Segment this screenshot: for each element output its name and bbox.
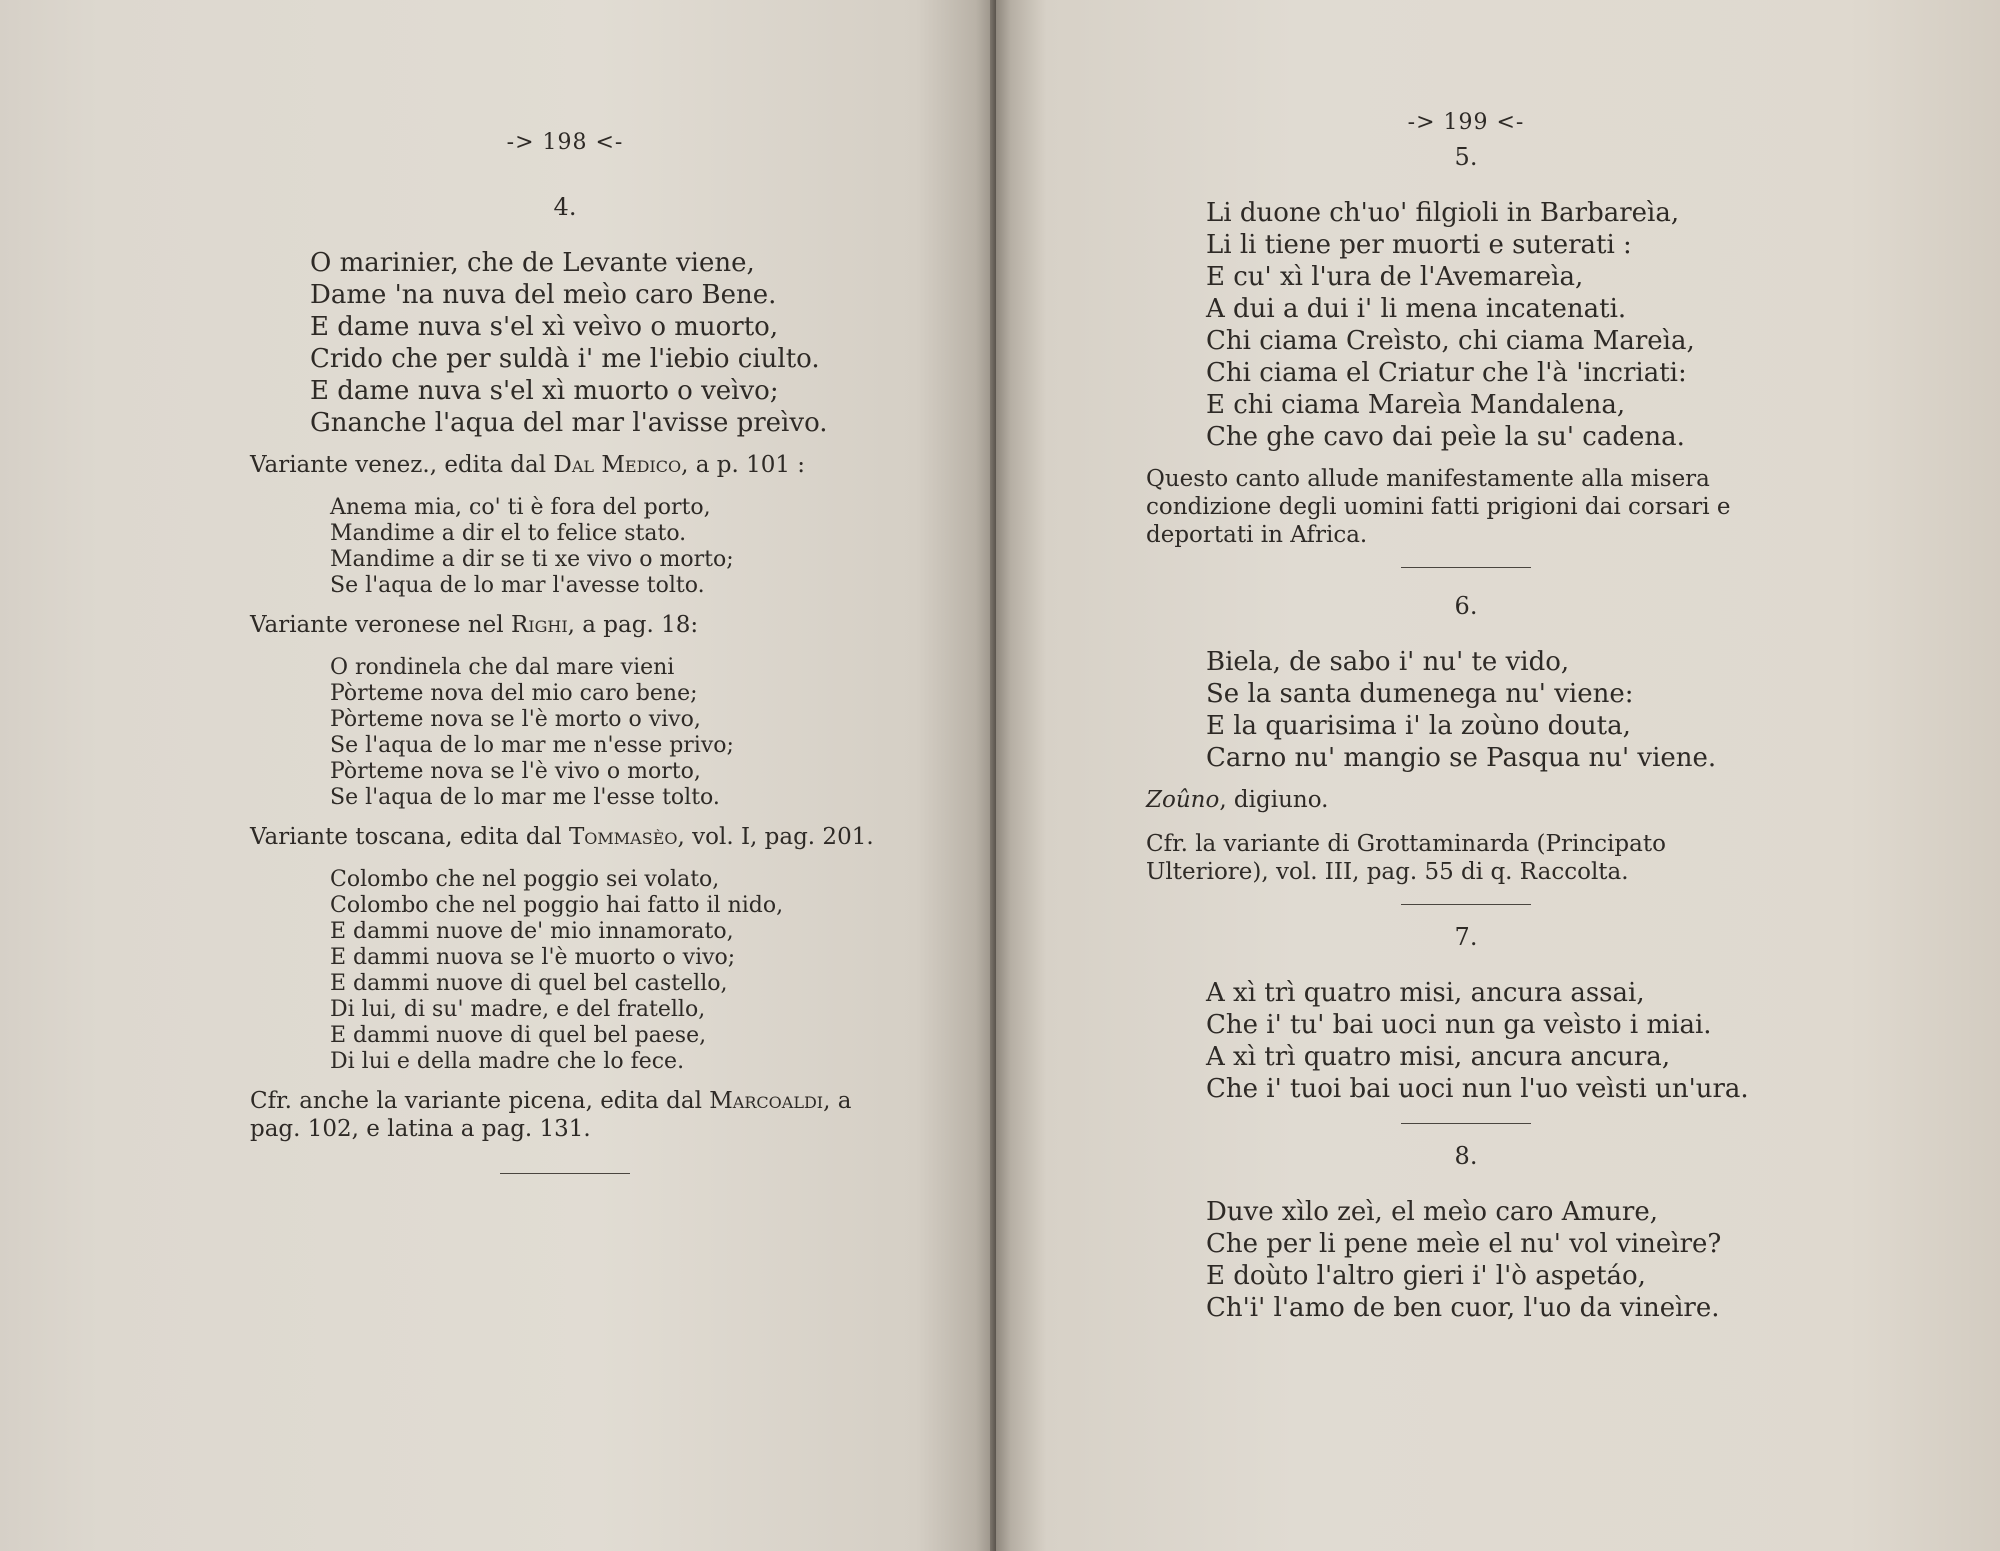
verse-line: E dammi nuove de' mio innamorato, <box>330 919 734 944</box>
verse-line: Che i' tu' bai uoci nun ga veìsto i miai. <box>1206 1010 1712 1040</box>
poem-5 <box>1146 197 1786 453</box>
verse-line: E chi ciama Mareìa Mandalena, <box>1206 390 1626 420</box>
poem-8 <box>1146 1196 1786 1324</box>
poem-7 <box>1146 977 1786 1105</box>
verse-line: Pòrteme nova se l'è morto o vivo, <box>330 707 701 732</box>
poem-number: 4. <box>553 193 577 221</box>
verse-line: E la quarisima i' la zoùno douta, <box>1206 711 1631 741</box>
verse-line: Li li tiene per muorti e suterati : <box>1206 230 1632 260</box>
verse-line: Se l'aqua de lo mar me n'esse privo; <box>330 733 734 758</box>
verse-line: Crido che per suldà i' me l'iebio ciulto. <box>310 344 820 374</box>
verse-line: Carno nu' mangio se Pasqua nu' viene. <box>1206 743 1717 773</box>
variant-toscana-intro: Variante toscana, edita dal Tommasèo, vol. I, pag. 201. <box>250 824 874 850</box>
verse-line: O rondinela che dal mare vieni <box>330 655 675 680</box>
section-divider <box>1401 904 1531 905</box>
author-name: Marcoaldi <box>709 1088 824 1114</box>
verse-line: Se la santa dumenega nu' viene: <box>1206 679 1634 709</box>
verse-line: Pòrteme nova del mio caro bene; <box>330 681 698 706</box>
verse-line: Ch'i' l'amo de ben cuor, l'uo da vineìre. <box>1206 1293 1720 1323</box>
section-divider <box>1401 567 1531 568</box>
verse-line: Biela, de sabo i' nu' te vido, <box>1206 647 1570 677</box>
verse-line: Chi ciama el Criatur che l'à 'incriati: <box>1206 358 1687 388</box>
verse-line: Se l'aqua de lo mar me l'esse tolto. <box>330 785 720 810</box>
verse-line: Dame 'na nuva del meìo caro Bene. <box>310 280 777 310</box>
gloss: Zoûno, digiuno. <box>1146 787 1329 813</box>
page-number: -> 198 <- <box>506 130 624 155</box>
variant-veronese-intro: Variante veronese nel Righi, a pag. 18: <box>250 612 699 638</box>
verse-line: Duve xìlo zeì, el meìo caro Amure, <box>1206 1197 1658 1227</box>
poem-4 <box>250 247 880 439</box>
left-page-content <box>250 130 880 1204</box>
verse-line: Chi ciama Creìsto, chi ciama Mareìa, <box>1206 326 1695 356</box>
verse-line: Li duone ch'uo' filgioli in Barbareìa, <box>1206 198 1680 228</box>
verse-line: E dammi nuove di quel bel paese, <box>330 1023 707 1048</box>
variant-venez-intro: Variante venez., edita dal Dal Medico, a p. 101 : <box>250 452 806 478</box>
verse-line: E cu' xì l'ura de l'Avemareìa, <box>1206 262 1584 292</box>
author-name: Dal Medico <box>553 452 682 478</box>
verse-line: Se l'aqua de lo mar l'avesse tolto. <box>330 573 705 598</box>
poem-number: 5. <box>1454 143 1478 171</box>
verse-line: Di lui, di su' madre, e del fratello, <box>330 997 706 1022</box>
poem-6 <box>1146 646 1786 774</box>
section-divider <box>1401 1123 1531 1124</box>
right-page <box>996 0 2000 1551</box>
author-name: Tommasèo <box>568 824 678 850</box>
verse-line: Che per li pene meìe el nu' vol vineìre? <box>1206 1229 1722 1259</box>
author-name: Righi <box>510 612 568 638</box>
verse-line: O marinier, che de Levante viene, <box>310 248 755 278</box>
verse-line: E doùto l'altro gieri i' l'ò aspetáo, <box>1206 1261 1646 1291</box>
gloss-term: Zoûno <box>1146 787 1220 813</box>
poem-number: 7. <box>1454 923 1478 951</box>
left-page <box>0 0 996 1551</box>
verse-line: Mandime a dir el to felice stato. <box>330 521 687 546</box>
verse-line: A xì trì quatro misi, ancura assai, <box>1206 978 1645 1008</box>
verse-line: Anema mia, co' ti è fora del porto, <box>330 495 711 520</box>
verse-line: A xì trì quatro misi, ancura ancura, <box>1206 1042 1671 1072</box>
poem-number: 8. <box>1454 1142 1478 1170</box>
poem-number: 6. <box>1454 592 1478 620</box>
verse-line: Che ghe cavo dai peìe la su' cadena. <box>1206 422 1685 452</box>
verse-line: Colombo che nel poggio hai fatto il nido, <box>330 893 784 918</box>
section-divider <box>500 1173 630 1174</box>
cfr-note: Cfr. anche la variante picena, edita dal Marcoaldi, a pag. 102, e latina a pag. 131. <box>250 1088 852 1142</box>
verse-line: A dui a dui i' li mena incatenati. <box>1206 294 1627 324</box>
verse-line: Che i' tuoi bai uoci nun l'uo veìsti un'ura. <box>1206 1074 1749 1104</box>
verse-line: E dame nuva s'el xì veìvo o muorto, <box>310 312 779 342</box>
poem-6-cfr: Cfr. la variante di Grottaminarda (Principato Ulteriore), vol. III, pag. 55 di q. Raccolta. <box>1146 831 1666 885</box>
verse-line: Mandime a dir se ti xe vivo o morto; <box>330 547 734 572</box>
verse-line: E dammi nuove di quel bel castello, <box>330 971 728 996</box>
variant-veronese-verse <box>250 655 880 811</box>
page-number: -> 199 <- <box>1407 110 1525 135</box>
poem-5-note: Questo canto allude manifestamente alla misera condizione degli uomini fatti prigioni dai corsari e deportati in Africa. <box>1146 466 1731 548</box>
verse-line: Gnanche l'aqua del mar l'avisse preìvo. <box>310 408 828 438</box>
verse-line: Colombo che nel poggio sei volato, <box>330 867 720 892</box>
right-page-content <box>1146 110 1786 1324</box>
variant-toscana-verse <box>250 867 880 1075</box>
verse-line: Pòrteme nova se l'è vivo o morto, <box>330 759 701 784</box>
verse-line: Di lui e della madre che lo fece. <box>330 1049 685 1074</box>
verse-line: E dammi nuova se l'è muorto o vivo; <box>330 945 736 970</box>
variant-venez-verse <box>250 495 880 599</box>
verse-line: E dame nuva s'el xì muorto o veìvo; <box>310 376 779 406</box>
